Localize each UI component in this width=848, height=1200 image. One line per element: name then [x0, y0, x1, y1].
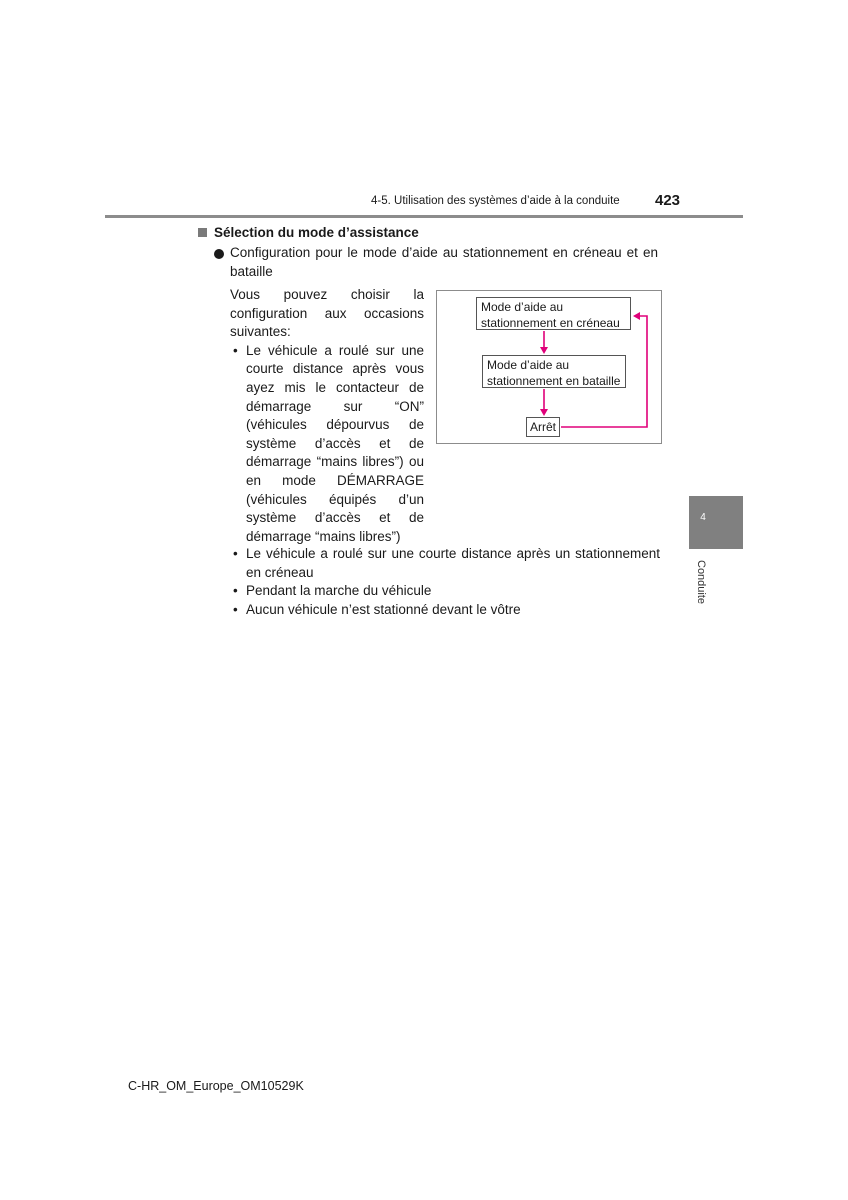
chapter-tab	[689, 496, 743, 549]
section-heading: Sélection du mode d’assistance	[214, 225, 419, 240]
chapter-number: 4	[700, 512, 706, 523]
header-section-title: 4-5. Utilisation des systèmes d’aide à la conduite	[371, 195, 620, 207]
list-item	[230, 601, 660, 620]
flow-box-perpendicular-parking: Mode d’aide au stationnement en bataille	[482, 355, 626, 388]
bullet-text: Le véhicule a roulé sur une courte distance après un stationnement en créneau	[246, 546, 660, 580]
bullet-marker: •	[233, 342, 238, 358]
bullet-text: Pendant la marche du véhicule	[246, 583, 432, 599]
flow-box-parallel-parking: Mode d’aide au stationnement en créneau	[476, 297, 631, 330]
square-bullet-icon	[198, 228, 207, 237]
bullet-text: Le véhicule a roulé sur une courte distance après vous ayez mis le contacteur de démarrage sur “ON” (véhicules dépourvus de système d’accès et de démarrage “mains libres”) ou en mode DÉMARRAGE (véhicules équipés d’un système d’accès et de démarrage “mains libres”)	[246, 342, 424, 544]
round-bullet-icon	[214, 249, 224, 259]
list-item	[230, 582, 660, 601]
page-number: 423	[655, 192, 681, 209]
arrowhead-box1	[633, 312, 640, 320]
narrow-column	[230, 286, 424, 546]
bullet-list-bottom	[230, 545, 660, 619]
bullet-marker: •	[233, 546, 238, 561]
bullet-text: Aucun véhicule n’est stationné devant le vôtre	[246, 601, 521, 617]
mode-flow-diagram	[436, 290, 662, 444]
lead-paragraph: Vous pouvez choisir la configuration aux occasions suivantes:	[230, 287, 424, 340]
intro-paragraph: Configuration pour le mode d’aide au stationnement en créneau et en bataille	[230, 245, 658, 279]
arrowhead-box2	[540, 347, 548, 354]
list-item	[230, 342, 424, 547]
header-divider	[105, 215, 743, 218]
bullet-marker: •	[233, 601, 238, 617]
list-item	[230, 545, 660, 582]
document-code: C-HR_OM_Europe_OM10529K	[128, 1079, 304, 1093]
bullet-list-top	[230, 342, 424, 547]
wide-column	[230, 545, 660, 619]
arrowhead-box3	[540, 409, 548, 416]
flow-box-off: Arrêt	[526, 417, 560, 437]
chapter-label: Conduite	[695, 560, 707, 605]
bullet-marker: •	[233, 583, 238, 599]
